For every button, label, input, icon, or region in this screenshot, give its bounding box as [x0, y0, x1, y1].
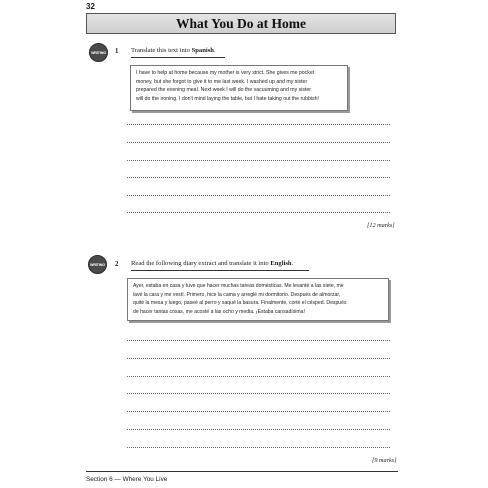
answer-line[interactable] — [127, 160, 390, 161]
answer-line[interactable] — [127, 124, 390, 125]
page-title-banner — [86, 13, 396, 34]
page-title: What You Do at Home — [176, 15, 306, 31]
question-1-passage — [130, 65, 348, 111]
answer-line[interactable] — [127, 340, 390, 341]
question-2-number: 2 — [115, 261, 119, 268]
answer-line[interactable] — [127, 212, 390, 213]
answer-line[interactable] — [127, 142, 390, 143]
section-footer: Section 6 — Where You Live — [86, 476, 168, 483]
page-number: 32 — [86, 2, 95, 11]
question-2-marks: [9 marks] — [372, 457, 397, 464]
question-2-instruction: Read the following diary extract and translate it into English. — [131, 260, 294, 267]
passage-line: money, but she forgot to give it to me last week. I washed up and my sister — [136, 78, 308, 85]
badge-label: WRITING — [91, 50, 106, 55]
footer-divider — [86, 471, 398, 472]
answer-line[interactable] — [127, 393, 390, 394]
passage-line: I have to help at home because my mother is very strict. She gives me pocket — [136, 70, 315, 76]
passage-line: lavé la cara y me vestí. Primero, hice la cama y arreglé mi dormitorio. Después de almorzar, — [133, 291, 341, 298]
passage-line: de hacer tantas cosas, me acosté a las ocho y media. ¡Estaba cansadísima! — [133, 308, 305, 315]
answer-line[interactable] — [127, 177, 390, 178]
question-1-instruction-underline — [131, 57, 225, 58]
question-1-marks: [12 marks] — [367, 222, 395, 229]
answer-line[interactable] — [127, 195, 390, 196]
question-2-instruction-underline — [131, 270, 309, 271]
passage-line: Ayer, estaba en casa y tuve que hacer muchas tareas domésticas. Me levanté a las siete, me — [133, 283, 344, 289]
passage-line: prepared the evening meal. Next week I will do the vacuuming and my sister — [136, 87, 312, 93]
question-1-target-language: Spanish — [191, 47, 214, 54]
answer-line[interactable] — [127, 429, 390, 430]
passage-line: quité la mesa y luego, paseé al perro y saqué la basura. Finalmente, corté el césped. Después — [133, 300, 347, 306]
writing-badge-icon — [88, 255, 107, 274]
question-2-passage — [127, 278, 389, 321]
question-1-number: 1 — [115, 48, 119, 55]
answer-line[interactable] — [127, 358, 390, 359]
badge-label: WRITING — [90, 262, 105, 267]
answer-line[interactable] — [127, 447, 390, 448]
question-2-target-language: English — [270, 260, 292, 267]
passage-line: will do the ironing. I don't mind laying the table, but I hate taking out the rubbish! — [136, 95, 319, 102]
writing-badge-icon — [89, 43, 108, 62]
answer-line[interactable] — [127, 376, 390, 377]
answer-line[interactable] — [127, 411, 390, 412]
question-1-instruction: Translate this text into Spanish. — [131, 47, 216, 54]
